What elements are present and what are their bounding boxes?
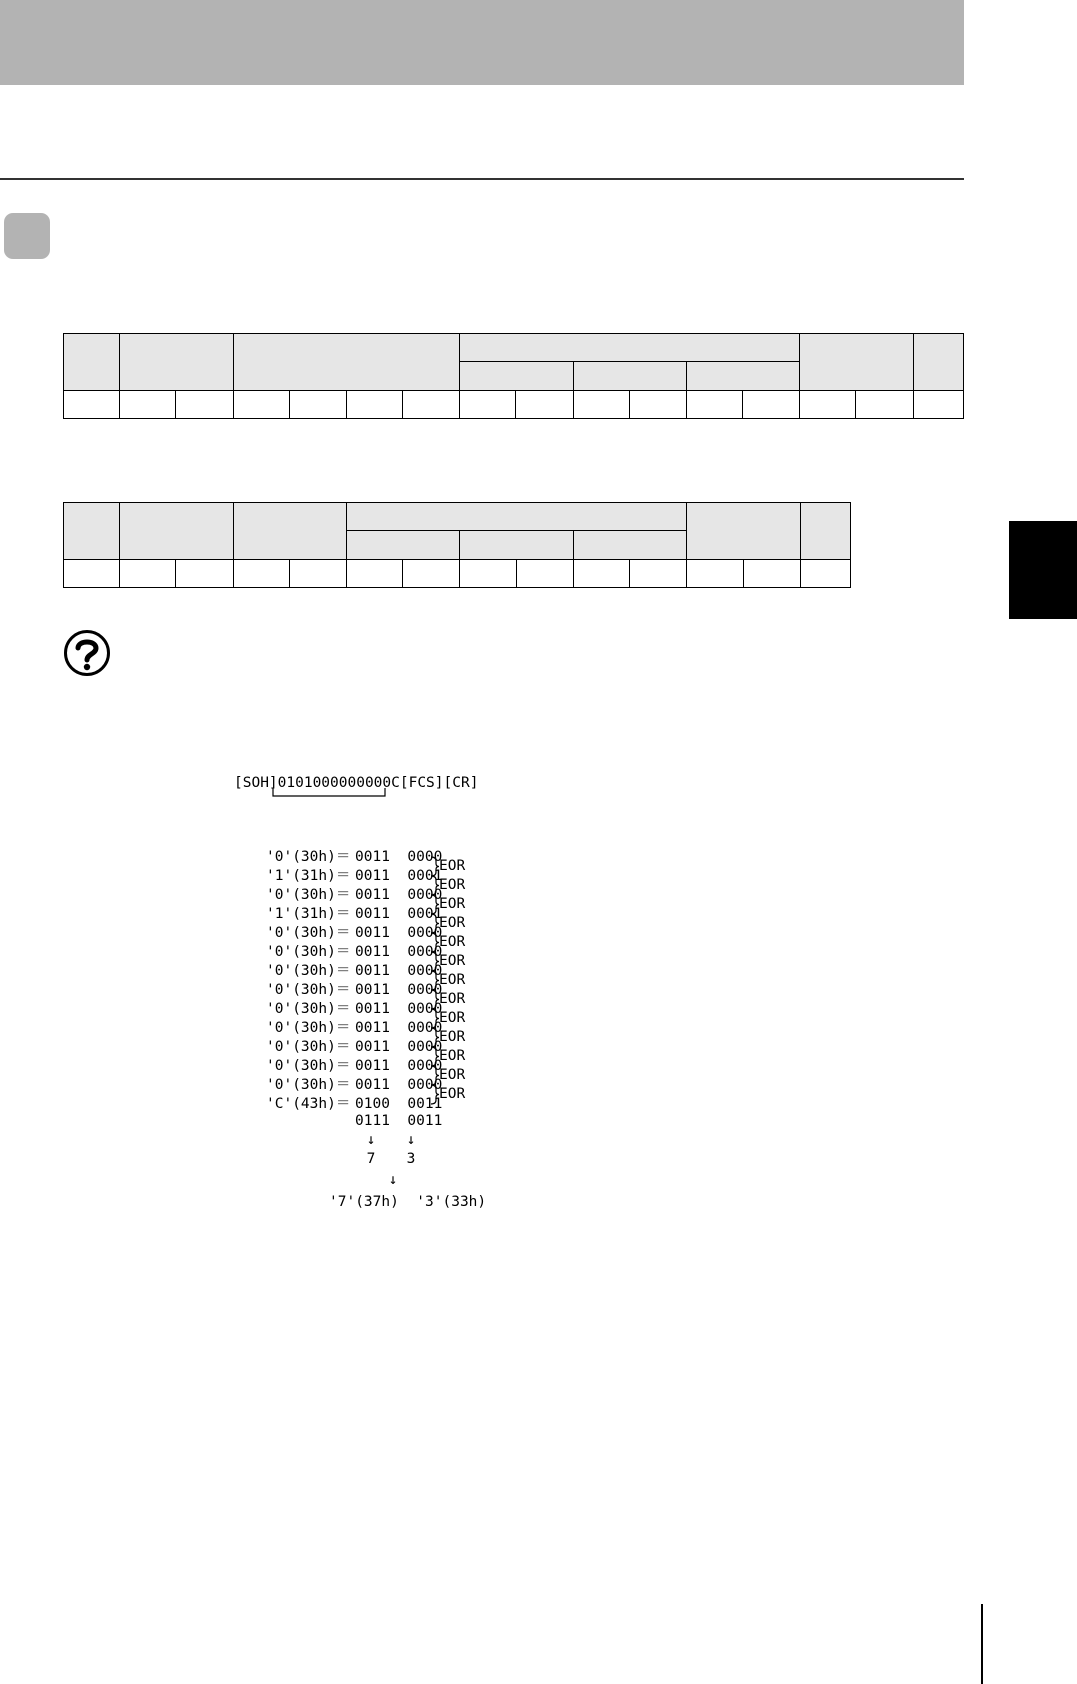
digit-low: 3 <box>406 1151 416 1167</box>
binary-value: 0011 0001 <box>355 906 443 922</box>
character-code: '0'(30h)＝ <box>266 849 351 865</box>
byte-cell <box>800 391 856 419</box>
result-bits: 0111 0011 <box>355 1113 443 1129</box>
binary-value: 0011 0000 <box>355 944 443 960</box>
eor-label: EOR <box>439 991 466 1007</box>
character-code: '1'(31h)＝ <box>266 868 351 884</box>
binary-value: 0011 0000 <box>355 887 443 903</box>
binary-value: 0011 0000 <box>355 982 443 998</box>
character-code: '0'(30h)＝ <box>266 1077 351 1093</box>
eor-label: EOR <box>439 934 466 950</box>
character-code: '0'(30h)＝ <box>266 963 351 979</box>
character-code: '0'(30h)＝ <box>266 982 351 998</box>
eor-label: EOR <box>439 1067 466 1083</box>
byte-cell <box>913 391 963 419</box>
header-cell <box>800 503 850 560</box>
eor-label: EOR <box>439 953 466 969</box>
arrow-down-low: ↓ <box>406 1132 416 1148</box>
header-cell <box>913 334 963 391</box>
header-cell <box>573 362 686 391</box>
character-code: '0'(30h)＝ <box>266 1058 351 1074</box>
binary-value: 0011 0000 <box>355 1058 443 1074</box>
eor-label: EOR <box>439 915 466 931</box>
eor-label: EOR <box>439 858 466 874</box>
frame-message: [SOH]0101000000000C[FCS][CR] <box>234 775 479 791</box>
binary-value: 0011 0000 <box>355 1039 443 1055</box>
header-cell <box>573 531 686 560</box>
byte-cell <box>687 560 743 588</box>
character-code: '0'(30h)＝ <box>266 887 351 903</box>
header-cell <box>687 503 800 560</box>
binary-value: 0011 0000 <box>355 963 443 979</box>
character-code: '1'(31h)＝ <box>266 906 351 922</box>
character-code: '0'(30h)＝ <box>266 1001 351 1017</box>
eor-label: EOR <box>439 972 466 988</box>
eor-label: EOR <box>439 896 466 912</box>
byte-cell <box>630 560 687 588</box>
byte-cell <box>743 391 800 419</box>
digit-high: 7 <box>366 1151 376 1167</box>
character-code: '0'(30h)＝ <box>266 1020 351 1036</box>
arrow-down-high: ↓ <box>366 1132 376 1148</box>
character-code: 'C'(43h)＝ <box>266 1096 351 1112</box>
eor-label: EOR <box>439 1029 466 1045</box>
binary-value: 0011 0000 <box>355 1077 443 1093</box>
byte-cell <box>629 391 686 419</box>
byte-cell <box>686 391 742 419</box>
binary-value: 0011 0000 <box>355 849 443 865</box>
header-cell <box>800 334 913 391</box>
binary-value: 0011 0001 <box>355 868 443 884</box>
binary-value: 0011 0000 <box>355 1020 443 1036</box>
eor-label: EOR <box>439 877 466 893</box>
page-number-rule <box>981 1604 983 1684</box>
binary-value: 0011 0000 <box>355 1001 443 1017</box>
byte-cell <box>573 391 629 419</box>
chapter-tab <box>1009 521 1077 619</box>
result-characters: '7'(37h) '3'(33h) <box>329 1194 487 1210</box>
byte-cell <box>743 560 800 588</box>
byte-cell <box>856 391 913 419</box>
binary-value: 0100 0011 <box>355 1096 443 1112</box>
byte-cell <box>800 560 850 588</box>
eor-label: EOR <box>439 1048 466 1064</box>
character-code: '0'(30h)＝ <box>266 925 351 941</box>
byte-cell <box>573 560 629 588</box>
eor-label: EOR <box>439 1086 466 1102</box>
header-cell <box>686 362 799 391</box>
arrow-down-result: ↓ <box>388 1172 398 1188</box>
character-code: '0'(30h)＝ <box>266 1039 351 1055</box>
character-code: '0'(30h)＝ <box>266 944 351 960</box>
binary-value: 0011 0000 <box>355 925 443 941</box>
eor-label: EOR <box>439 1010 466 1026</box>
